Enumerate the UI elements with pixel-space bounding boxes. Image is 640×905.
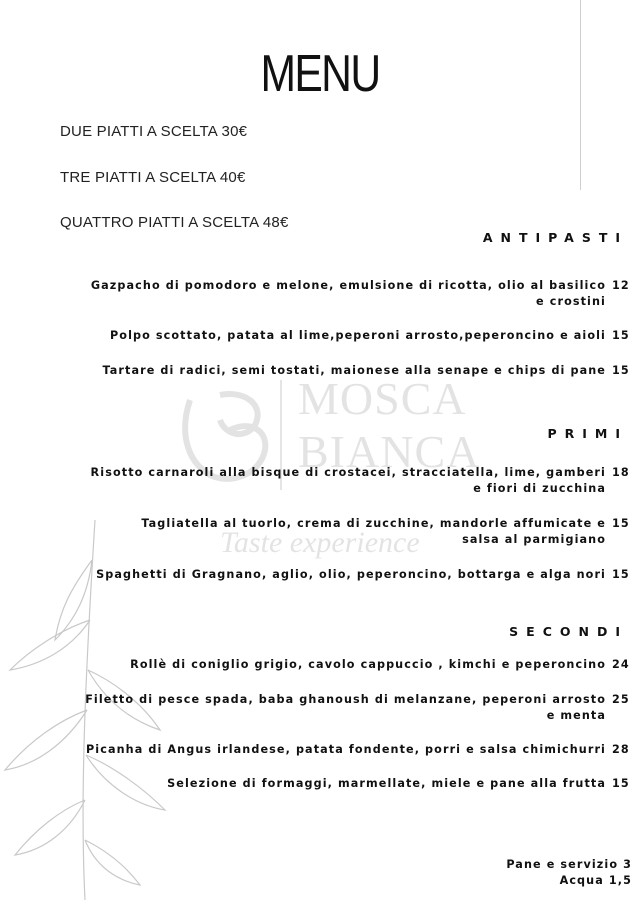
item-description-cont: salsa al parmigiano (462, 533, 606, 546)
menu-item (50, 657, 630, 673)
footer-notes (506, 857, 632, 889)
menu-item (50, 328, 630, 344)
section-title-secondi: SECONDI (509, 624, 628, 639)
menu-item (50, 692, 630, 724)
item-description-cont: e menta (546, 709, 606, 722)
item-price: 12 (612, 279, 630, 292)
item-price: 15 (612, 364, 630, 377)
item-price: 15 (612, 568, 630, 581)
watermark-brand-line1: MOSCA (298, 373, 467, 424)
item-price: 15 (612, 517, 630, 530)
section-title-primi: PRIMI (547, 426, 628, 441)
menu-item (50, 278, 630, 310)
menu-item (50, 567, 630, 583)
item-description: Polpo scottato, patata al lime,peperoni arrosto,peperoncino e aioli (110, 329, 606, 342)
section-title-antipasti: ANTIPASTI (482, 230, 628, 245)
item-price: 28 (612, 743, 630, 756)
item-description: Tartare di radici, semi tostati, maionese alla senape e chips di pane (102, 364, 606, 377)
watermark-brand-line2: BIANCA (298, 426, 481, 477)
item-description: Gazpacho di pomodoro e melone, emulsione di ricotta, olio al basilico (90, 279, 606, 292)
item-description: Selezione di formaggi, marmellate, miele e pane alla frutta (167, 777, 606, 790)
item-description: Risotto carnaroli alla bisque di crostacei, stracciatella, lime, gamberi (90, 466, 606, 479)
item-description: Rollè di coniglio grigio, cavolo cappuccio , kimchi e peperoncino (130, 658, 606, 671)
item-description-cont: e fiori di zucchina (473, 482, 606, 495)
menu-title: MENU (260, 45, 380, 103)
item-description: Tagliatella al tuorlo, crema di zucchine, mandorle affumicate e (141, 517, 606, 530)
footer-bread-service: Pane e servizio 3 (506, 858, 632, 871)
header-divider (580, 0, 581, 190)
item-price: 18 (612, 466, 630, 479)
watermark-tagline: Taste experience (220, 526, 420, 559)
menu-item (50, 742, 630, 758)
price-option-four: QUATTRO PIATTI A SCELTA 48€ (60, 214, 289, 231)
price-option-three: TRE PIATTI A SCELTA 40€ (60, 169, 246, 186)
menu-item (50, 465, 630, 497)
menu-item (50, 516, 630, 548)
price-option-two: DUE PIATTI A SCELTA 30€ (60, 123, 248, 140)
footer-water: Acqua 1,5 (559, 874, 632, 887)
item-description: Filetto di pesce spada, baba ghanoush di melanzane, peperoni arrosto (85, 693, 606, 706)
item-description: Spaghetti di Gragnano, aglio, olio, peperoncino, bottarga e alga nori (96, 568, 606, 581)
item-price: 15 (612, 329, 630, 342)
menu-item (50, 363, 630, 379)
item-price: 15 (612, 777, 630, 790)
item-description: Picanha di Angus irlandese, patata fondente, porri e salsa chimichurri (85, 743, 606, 756)
menu-item (50, 776, 630, 792)
item-description-cont: e crostini (536, 295, 606, 308)
item-price: 24 (612, 658, 630, 671)
item-price: 25 (612, 693, 630, 706)
